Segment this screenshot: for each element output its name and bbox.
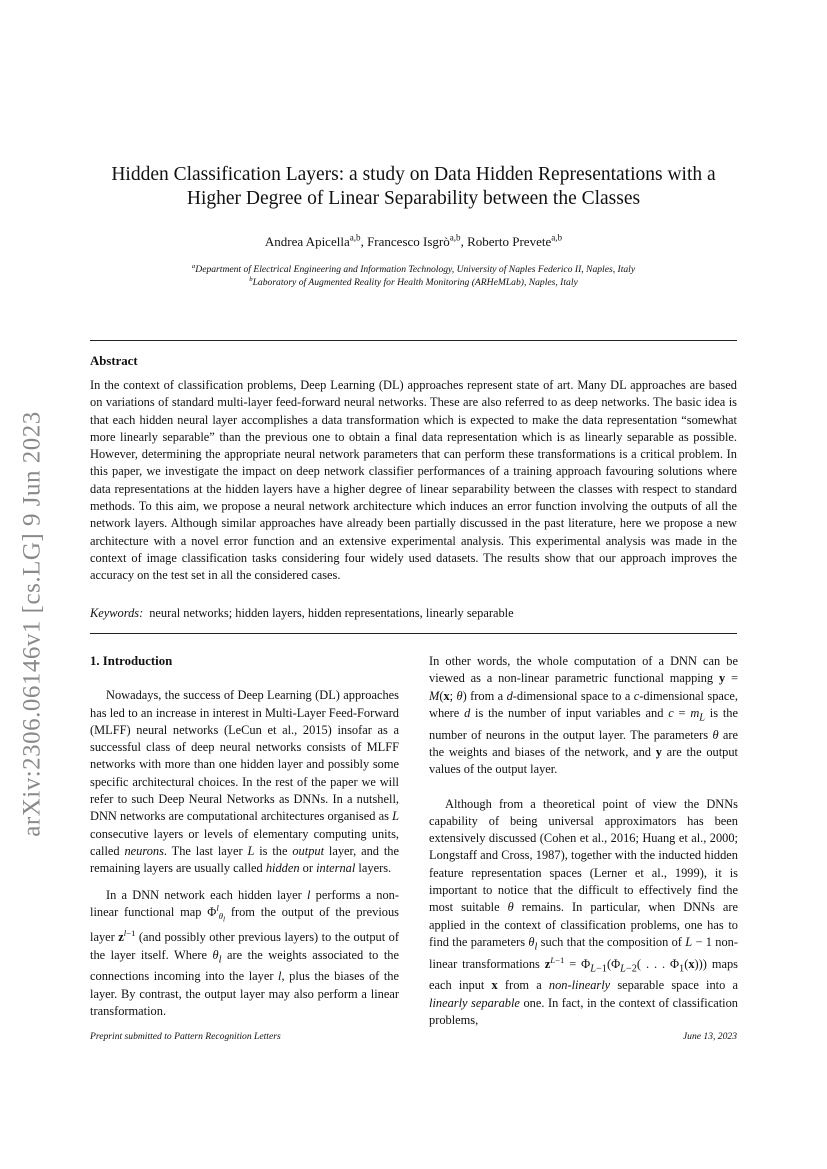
author-list: Andrea Apicella$^{a,b}$, Francesco Isgrò$^{a,b}$, Roberto Prevete$^{a,b}$ <box>264 232 563 249</box>
affiliation-text: Laboratory of Augmented Reality for Health Monitoring (ARHeMLab), Naples, Italy <box>252 276 578 288</box>
author-name: Andrea Apicella <box>264 234 350 249</box>
paragraph: Nowadays, the success of Deep Learning (DL) approaches has led to an increase in interest in Multi-Layer Feed-Forward (MLFF) neural networks (LeCun et al., 2015) insofar as a successful class of deep neural networks consists of MLFF networks with more than one hidden layer and possibly some specific architectural choices. In the rest of the paper we will refer to such Deep Neural Networks as DNNs. In a nutshell, DNN networks are computational architectures organised as L consecutive layers or levels of elementary computing units, called neurons. The last layer L is the output layer, and the remaining layers are usually called hidden or internal layers. <box>90 688 400 876</box>
keywords-text: neural networks; hidden layers, hidden representations, linearly separable <box>149 606 514 620</box>
author-name: Francesco Isgrò <box>367 234 450 249</box>
left-column <box>90 653 399 1020</box>
affiliation-line <box>90 277 737 290</box>
section-heading: 1. Introduction <box>90 654 173 668</box>
abstract-text: In the context of classification problems, Deep Learning (DL) approaches represent state of art. Many DL approaches are based on variations of standard multi-layer feed-forward neural networks. These are also referred to as deep networks. The basic idea is that each hidden neural layer accomplishes a data transformation which is expected to make the data representation “somewhat more linearly separable” than the previous one to obtain a final data representation which is as linearly separable as possible. However, determining the appropriate neural network parameters that can perform these transformations is a critical problem. In this paper, we investigate the impact on deep network classifier performances of a training approach favouring solutions where data representations at the hidden layers have a higher degree of linear separability between the classes with respect to standard methods. To this aim, we propose a neural network architecture which induces an error function involving the outputs of all the network layers. Although similar approaches have already been partially discussed in the past literature, here we propose a new architecture with a novel error function and an extensive experimental analysis. This experimental analysis was made in the context of image classification tasks considering four widely used datasets. The results show that our approach improves the accuracy on the test set in all the considered cases. <box>90 378 737 583</box>
keywords <box>90 605 737 621</box>
affiliation-line <box>90 264 737 277</box>
right-column <box>429 653 738 1029</box>
keywords-label: Keywords: <box>90 606 144 620</box>
paper-title: Hidden Classification Layers: a study on Data Hidden Representations with a Higher Degree of Linear Separability between the Classes <box>111 164 716 209</box>
abstract-heading: Abstract <box>90 354 138 368</box>
arxiv-identifier-stamp <box>8 374 58 874</box>
affiliation-mark: a <box>191 262 196 270</box>
paragraph: In a DNN network each hidden layer l performs a non-linear functional map $\Phi^l_{\theta_l}$ from the output of the previous layer $z^{l-1}$ (and possibly other previous layers) to the output of the layer itself. Where $\theta_l$ are the weights associated to the connections incoming into the layer l, plus the biases of the layer. By contrast, the output layer may also perform a linear transformation. <box>90 887 400 1019</box>
affiliation-text: Department of Electrical Engineering and Information Technology, University of Naples Federico II, Naples, Italy <box>195 264 636 275</box>
paragraph: In other words, the whole computation of a DNN can be viewed as a non-linear parametric functional mapping y = M(x; θ) from a d-dimensional space to a c-dimensional space, where d is the number of input variables and $c = m_L$ is the number of neurons in the output layer. The parameters θ are the weights and biases of the network, and y are the output values of the output layer. <box>429 654 738 777</box>
affiliation-mark: b <box>249 275 253 283</box>
author-affiliation-mark: a,b <box>551 232 563 243</box>
paragraph: Although from a theoretical point of view the DNNs capability of being universal approximators has been extensively discussed (Cohen et al., 2016; Huang et al., 2000; Longstaff and Cross, 1987), together with the inducted hidden feature representation spaces (Lerner et al., 1999), it is important to notice that the difficult to effectively find the most suitable θ remains. In particular, when DNNs are applied in the context of classification problems, one has to find the parameters $\theta_l$ such that the composition of L − 1 non-linear transformations $z^{L-1} = \Phi_{L-1}(\Phi_{L-2}$( . . . $\Phi_1(x)$)) maps each input x from a non-linearly separable space into a linearly separable one. In fact, in the context of classification problems, <box>429 796 738 1028</box>
author-name: Roberto Prevete <box>467 234 552 249</box>
author-affiliation-mark: a,b <box>449 232 461 243</box>
footer-submission-note: Preprint submitted to Pattern Recognition Letters <box>90 1031 281 1042</box>
abstract-bottom-rule <box>90 633 737 634</box>
abstract-top-rule <box>90 340 737 341</box>
arxiv-id-text: arXiv:2306.06146v1 [cs.LG] 9 Jun 2023 <box>19 411 46 837</box>
affiliations <box>90 264 737 289</box>
author-affiliation-mark: a,b <box>349 232 361 243</box>
footer-date: June 13, 2023 <box>682 1031 737 1042</box>
